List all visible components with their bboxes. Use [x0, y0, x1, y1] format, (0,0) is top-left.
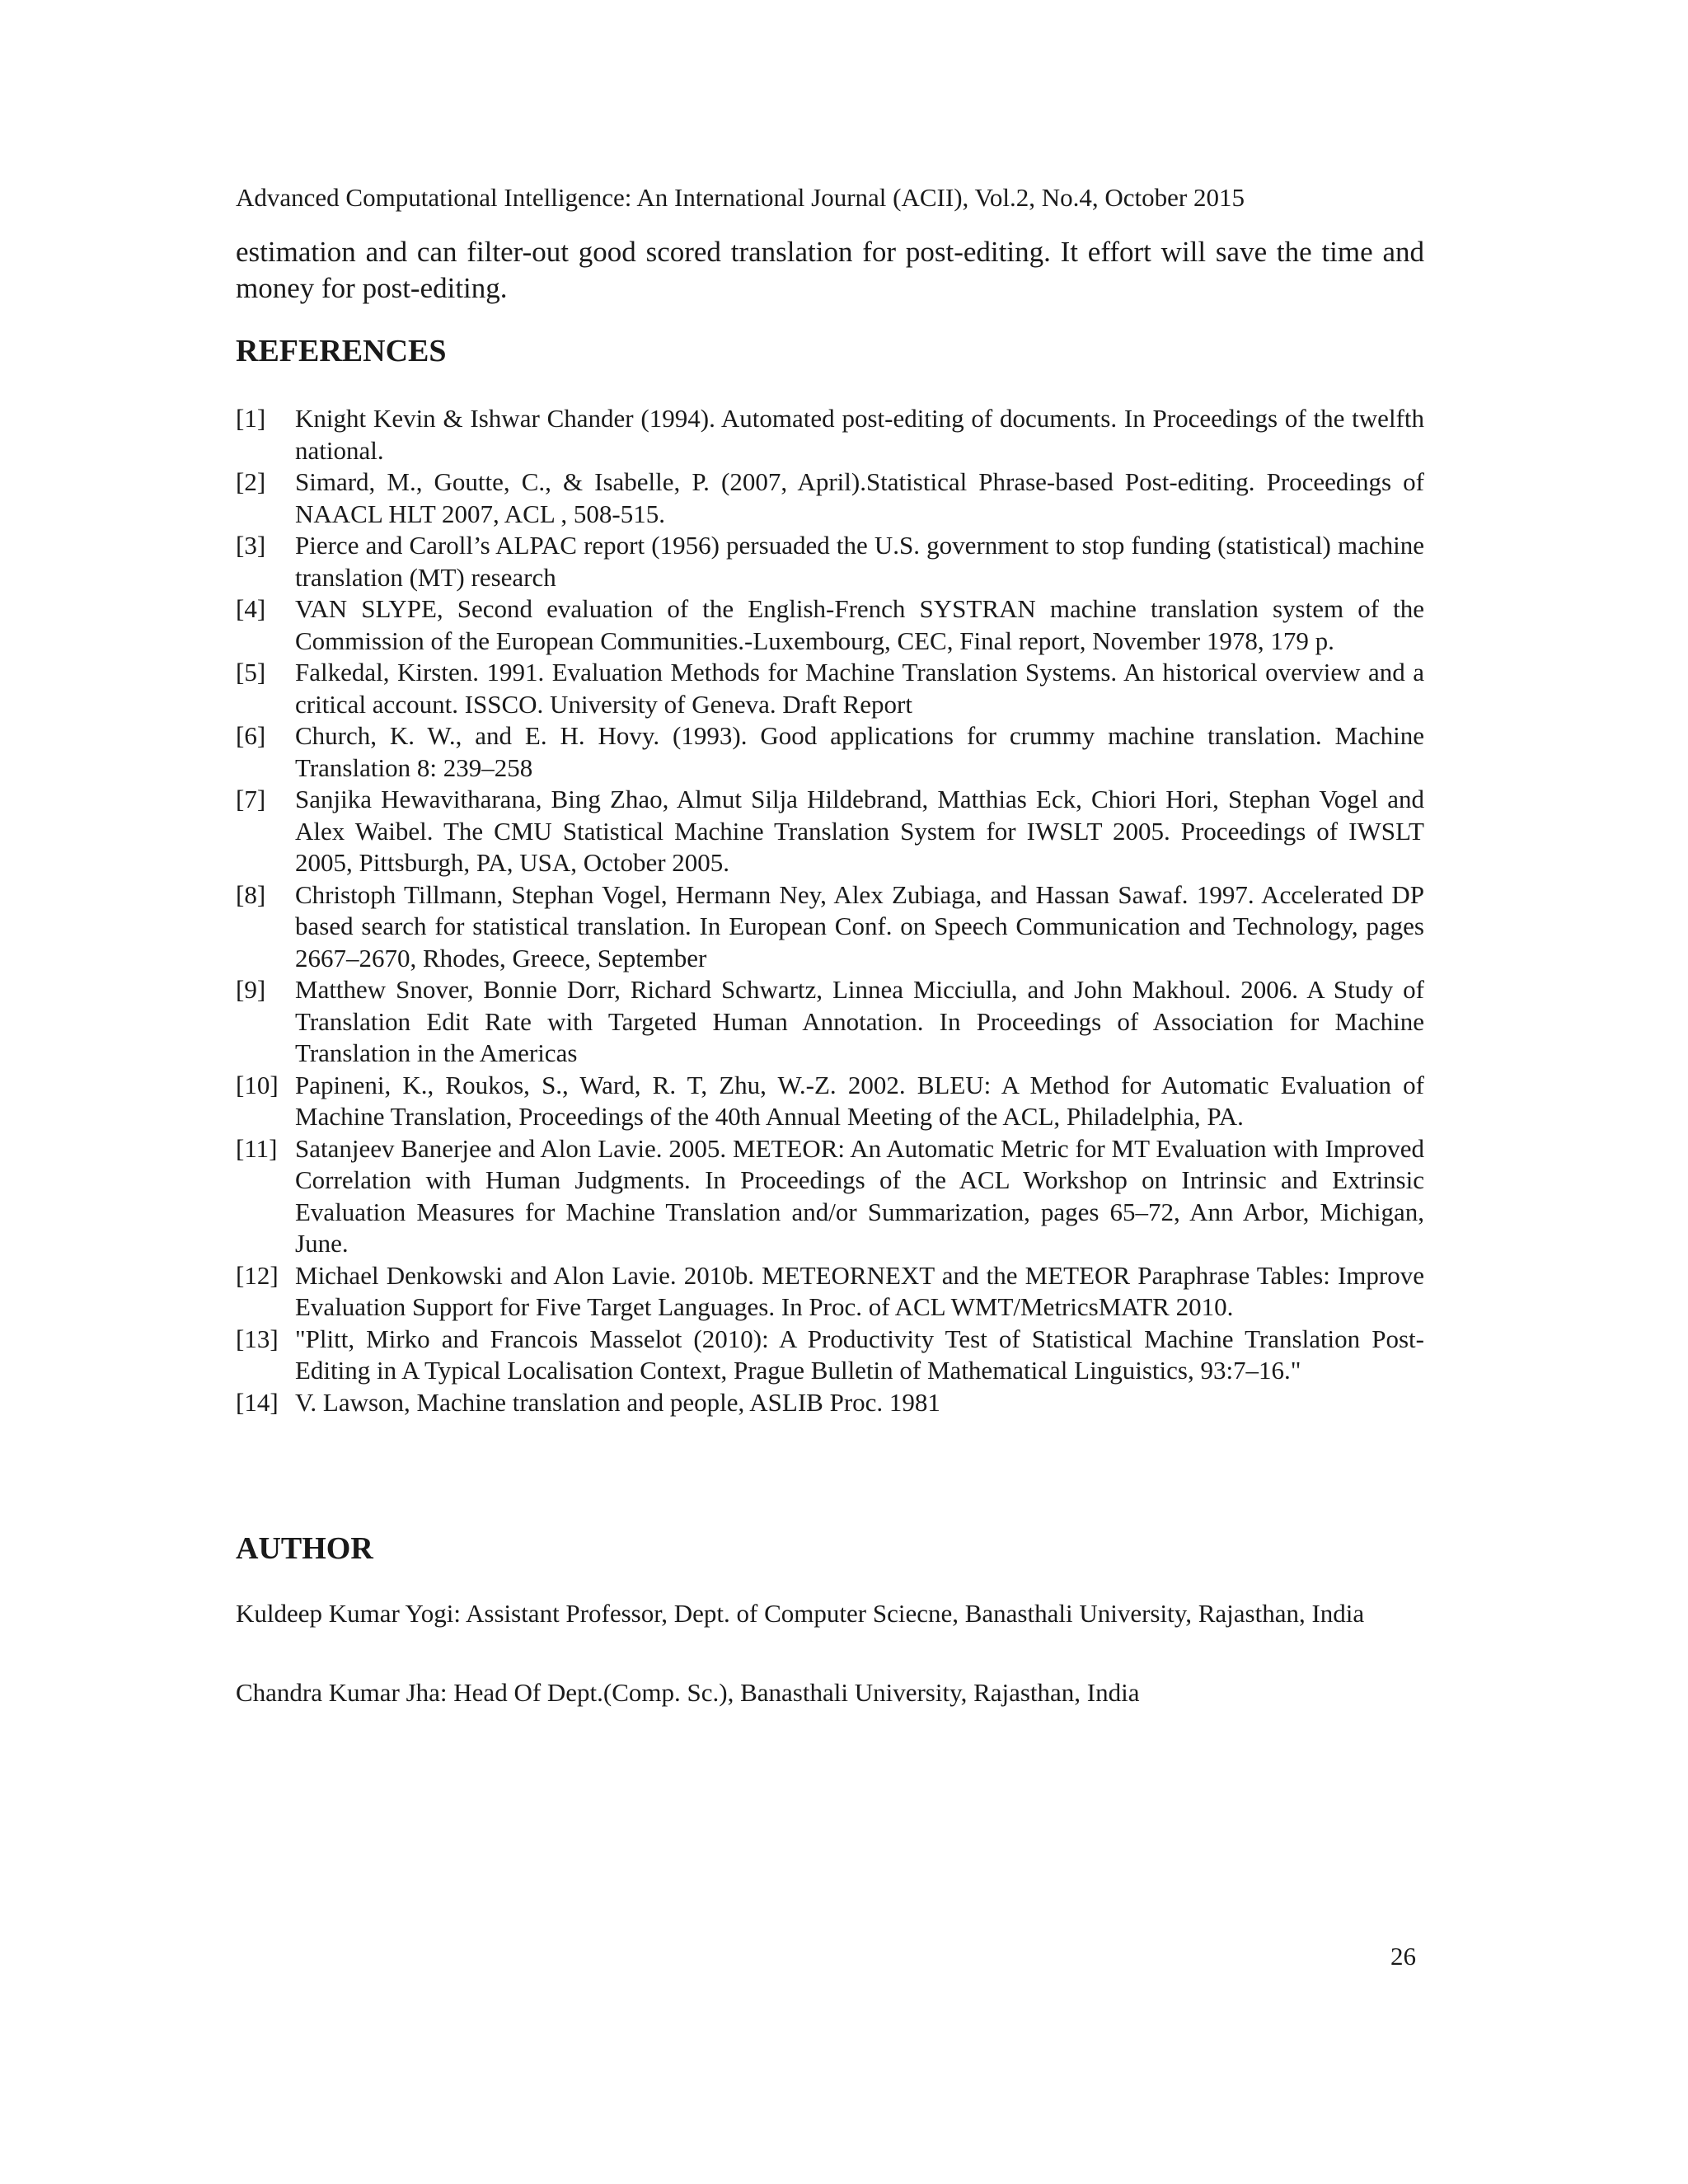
reference-item: [236, 879, 1424, 975]
reference-text: V. Lawson, Machine translation and people, ASLIB Proc. 1981: [295, 1387, 940, 1417]
reference-number: [7]: [236, 785, 266, 813]
reference-text: Sanjika Hewavitharana, Bing Zhao, Almut Silja Hildebrand, Matthias Eck, Chiori Hori, Stephan Vogel and Alex Waibel. The CMU Statistical Machine Translation System for IWSLT 2005. Proceedings of IWSLT 2005, Pittsburgh, PA, USA, October 2005.: [295, 785, 1424, 877]
reference-text: VAN SLYPE, Second evaluation of the English-French SYSTRAN machine translation system of the Commission of the European Communities.-Luxembourg, CEC, Final report, November 1978, 179 p.: [295, 594, 1424, 655]
reference-item: [236, 720, 1424, 784]
author-entry: Kuldeep Kumar Yogi: Assistant Professor, Dept. of Computer Sciecne, Banasthali University, Rajasthan, India: [236, 1599, 1365, 1628]
author-heading: AUTHOR: [236, 1531, 373, 1566]
reference-number: [14]: [236, 1387, 279, 1417]
reference-item: [236, 784, 1424, 879]
author-entry: Chandra Kumar Jha: Head Of Dept.(Comp. Sc.), Banasthali University, Rajasthan, India: [236, 1678, 1140, 1707]
reference-item: [236, 657, 1424, 720]
reference-number: [10]: [236, 1070, 279, 1099]
reference-number: [13]: [236, 1324, 279, 1353]
reference-text: Christoph Tillmann, Stephan Vogel, Hermann Ney, Alex Zubiaga, and Hassan Sawaf. 1997. Accelerated DP based search for statistical translation. In European Conf. on Speech Communication and Technology, pages 2667–2670, Rhodes, Greece, September: [295, 879, 1424, 972]
reference-item: [236, 530, 1424, 593]
reference-number: [4]: [236, 594, 266, 623]
reference-number: [3]: [236, 531, 266, 560]
reference-text: Papineni, K., Roukos, S., Ward, R. T, Zhu, W.-Z. 2002. BLEU: A Method for Automatic Evaluation of Machine Translation, Proceedings of the 40th Annual Meeting of the ACL, Philadelphia, PA.: [295, 1070, 1424, 1131]
running-header: Advanced Computational Intelligence: An International Journal (ACII), Vol.2, No.4, October 2015: [236, 183, 1245, 212]
reference-item: [236, 1387, 1424, 1419]
reference-item: [236, 1133, 1424, 1260]
references-heading: REFERENCES: [236, 334, 447, 368]
reference-number: [5]: [236, 658, 266, 687]
reference-number: [9]: [236, 975, 266, 1004]
body-paragraph: estimation and can filter-out good scored translation for post-editing. It effort will save the time and money for post-editing.: [236, 236, 1424, 304]
reference-number: [8]: [236, 879, 266, 909]
reference-item: [236, 403, 1424, 466]
reference-item: [236, 466, 1424, 530]
reference-text: Church, K. W., and E. H. Hovy. (1993). Good applications for crummy machine translation. Machine Translation 8: 239–258: [295, 721, 1424, 782]
reference-text: Simard, M., Goutte, C., & Isabelle, P. (2007, April).Statistical Phrase-based Post-editing. Proceedings of NAACL HLT 2007, ACL , 508-515.: [295, 467, 1424, 528]
reference-text: Knight Kevin & Ishwar Chander (1994). Automated post-editing of documents. In Proceedings of the twelfth national.: [295, 404, 1424, 465]
reference-item: [236, 1260, 1424, 1324]
reference-text: Falkedal, Kirsten. 1991. Evaluation Methods for Machine Translation Systems. An historical overview and a critical account. ISSCO. University of Geneva. Draft Report: [295, 658, 1424, 719]
reference-item: [236, 974, 1424, 1070]
reference-item: [236, 1070, 1424, 1133]
reference-text: Matthew Snover, Bonnie Dorr, Richard Schwartz, Linnea Micciulla, and John Makhoul. 2006. A Study of Translation Edit Rate with Targeted Human Annotation. In Proceedings of Association for Machine Translation in the Americas: [295, 975, 1424, 1067]
reference-text: Michael Denkowski and Alon Lavie. 2010b. METEORNEXT and the METEOR Paraphrase Tables: Improve Evaluation Support for Five Target Languages. In Proc. of ACL WMT/MetricsMATR 2010.: [295, 1260, 1424, 1321]
reference-text: Satanjeev Banerjee and Alon Lavie. 2005. METEOR: An Automatic Metric for MT Evaluation with Improved Correlation with Human Judgments. In Proceedings of the ACL Workshop on Intrinsic and Extrinsic Evaluation Measures for Machine Translation and/or Summarization, pages 65–72, Ann Arbor, Michigan, June.: [295, 1133, 1424, 1258]
reference-number: [2]: [236, 467, 266, 496]
reference-number: [1]: [236, 404, 266, 433]
reference-number: [6]: [236, 721, 266, 750]
page-number: 26: [1390, 1942, 1416, 1971]
reference-number: [12]: [236, 1260, 279, 1290]
reference-item: [236, 1324, 1424, 1387]
reference-item: [236, 593, 1424, 657]
reference-text: "Plitt, Mirko and Francois Masselot (2010): A Productivity Test of Statistical Machine Translation Post-Editing in A Typical Localisation Context, Prague Bulletin of Mathematical Linguistics, 93:7–16.": [295, 1324, 1424, 1385]
reference-list: [236, 403, 1424, 1418]
reference-text: Pierce and Caroll’s ALPAC report (1956) persuaded the U.S. government to stop funding (statistical) machine translation (MT) research: [295, 531, 1424, 592]
reference-number: [11]: [236, 1133, 278, 1163]
